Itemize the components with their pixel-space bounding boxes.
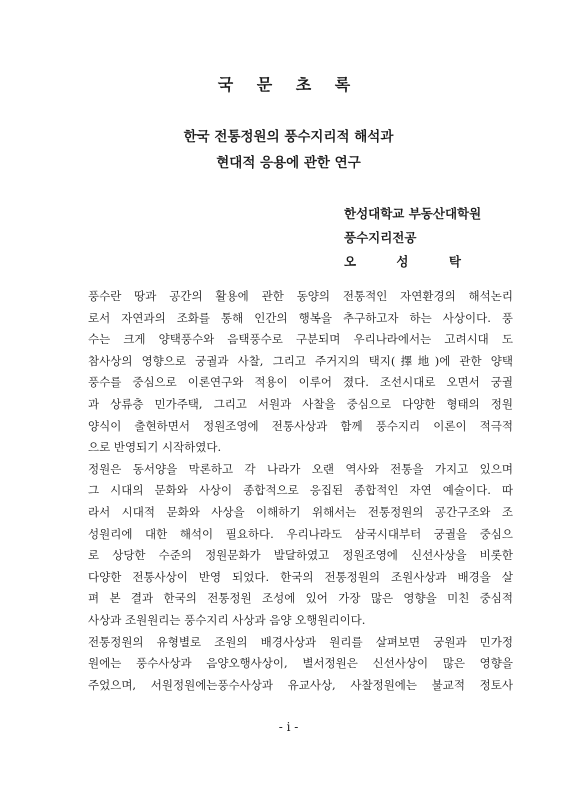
abstract-line: 사상과 조원원리는 풍수지리 사상과 음양 오행원리이다. xyxy=(88,612,366,627)
thesis-title-line-2: 현대적 응용에 관한 연구 xyxy=(216,155,361,171)
abstract-body xyxy=(88,286,513,696)
thesis-title-line-1: 한국 전통정원의 풍수지리적 해석과 xyxy=(183,129,394,145)
abstract-line: 펴 본 결과 한국의 전통정원 조성에 있어 가장 많은 영향을 미친 중심적 xyxy=(88,591,513,606)
author-school: 한성대학교 부동산대학원 xyxy=(344,206,482,221)
abstract-line: 성원리에 대한 해석이 필요하다. 우리나라도 삼국시대부터 궁궐을 중심으 xyxy=(88,526,513,541)
abstract-line: 다양한 전통사상이 반영 되었다. 한국의 전통정원의 조원사상과 배경을 살 xyxy=(88,569,513,584)
abstract-line: 원에는 풍수사상과 음양오행사상이, 별서정원은 신선사상이 많은 영향을 xyxy=(88,656,513,671)
abstract-line: 참사상의 영향으로 궁궐과 사찰, 그리고 주거지의 택지(擇地)에 관한 양택 xyxy=(88,353,513,368)
abstract-line: 으로 반영되기 시작하였다. xyxy=(88,440,222,455)
abstract-line: 풍수를 중심으로 이론연구와 적용이 이루어 졌다. 조선시대로 오면서 궁궐 xyxy=(88,375,513,390)
abstract-line: 그 시대의 문화와 사상이 종합적으로 응집된 종합적인 자연 예술이다. 따 xyxy=(88,483,513,498)
author-major: 풍수지리전공 xyxy=(344,230,417,245)
page-number: - i - xyxy=(278,720,299,734)
abstract-line: 양식이 출현하면서 정원조영에 전통사상과 함께 풍수지리 이론이 적극적 xyxy=(88,418,513,433)
abstract-line: 주었으며, 서원정원에는풍수사상과 유교사상, 사찰정원에는 불교적 정토사 xyxy=(88,677,513,692)
author-block xyxy=(344,202,481,274)
abstract-line: 라서 시대적 문화와 사상을 이해하기 위해서는 전통정원의 공간구조와 조 xyxy=(88,504,513,519)
page-title: 국 문 초 록 xyxy=(217,75,360,94)
abstract-line: 수는 크게 양택풍수와 음택풍수로 구분되며 우리나라에서는 고려시대 도 xyxy=(88,332,513,347)
author-name: 오 성 탁 xyxy=(344,254,479,269)
abstract-line: 정원은 동서양을 막론하고 각 나라가 오랜 역사와 전통을 가지고 있으며 xyxy=(88,461,513,476)
abstract-line: 풍수란 땅과 공간의 활용에 관한 동양의 전통적인 자연환경의 해석논리 xyxy=(88,289,513,303)
abstract-line: 로서 자연과의 조화를 통해 인간의 행복을 추구하고자 하는 사상이다. 풍 xyxy=(88,310,513,325)
abstract-line: 로 상당한 수준의 정원문화가 발달하였고 정원조영에 신선사상을 비롯한 xyxy=(88,548,513,563)
abstract-line: 과 상류층 민가주택, 그리고 서원과 사찰을 중심으로 다양한 형태의 정원 xyxy=(88,396,513,411)
abstract-line: 전통정원의 유형별로 조원의 배경사상과 원리를 살펴보면 궁원과 민가정 xyxy=(88,634,513,649)
